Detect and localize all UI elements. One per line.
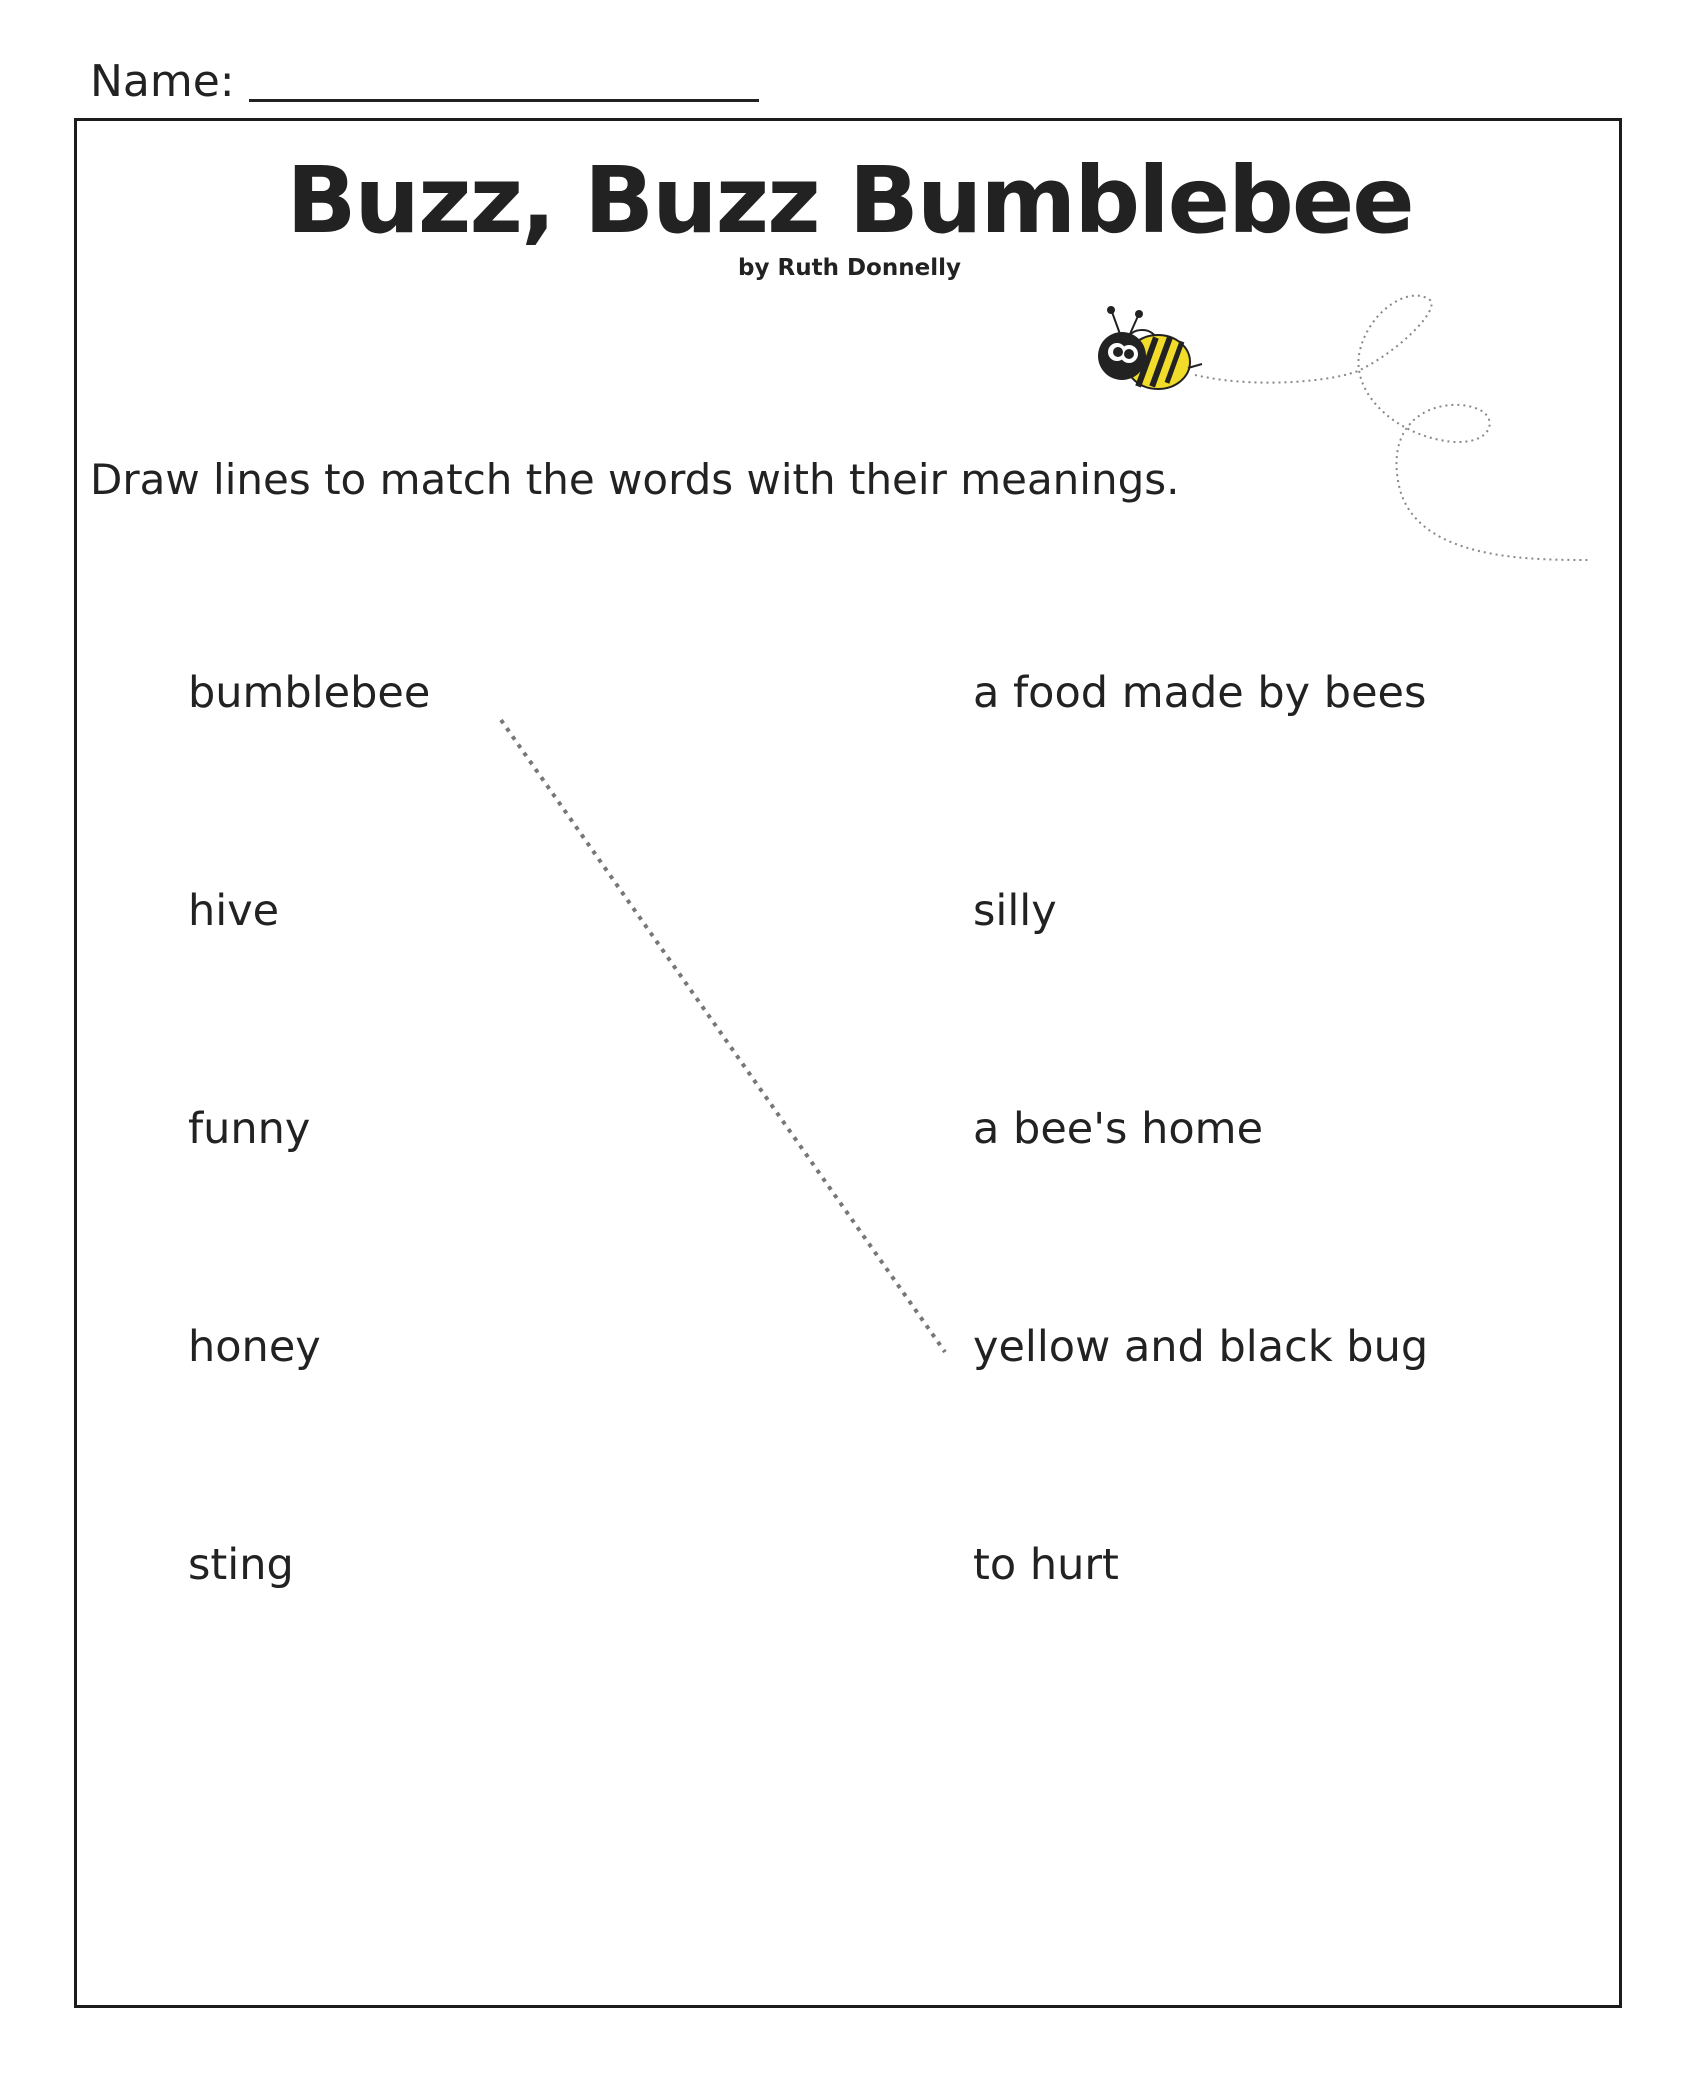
word-item[interactable]: hive <box>188 886 280 936</box>
bee-with-dotted-trail-icon <box>1060 290 1600 590</box>
worksheet-title: Buzz, Buzz Bumblebee <box>286 147 1413 254</box>
worksheet-byline: by Ruth Donnelly <box>738 255 961 281</box>
word-item[interactable]: sting <box>188 1540 294 1590</box>
meaning-item[interactable]: silly <box>973 886 1057 936</box>
meaning-item[interactable]: a food made by bees <box>973 668 1427 718</box>
word-item[interactable]: honey <box>188 1322 321 1372</box>
flight-trail <box>1195 296 1590 560</box>
word-item[interactable]: funny <box>188 1104 311 1154</box>
meaning-item[interactable]: a bee's home <box>973 1104 1264 1154</box>
name-blank-line[interactable] <box>249 99 759 102</box>
bee-head <box>1098 306 1146 380</box>
meaning-item[interactable]: to hurt <box>973 1540 1119 1590</box>
meaning-item[interactable]: yellow and black bug <box>973 1322 1429 1372</box>
name-field-row <box>90 44 759 107</box>
instructions-text: Draw lines to match the words with their meanings. <box>90 455 1180 504</box>
word-item[interactable]: bumblebee <box>188 668 431 718</box>
name-label: Name: <box>90 56 235 107</box>
